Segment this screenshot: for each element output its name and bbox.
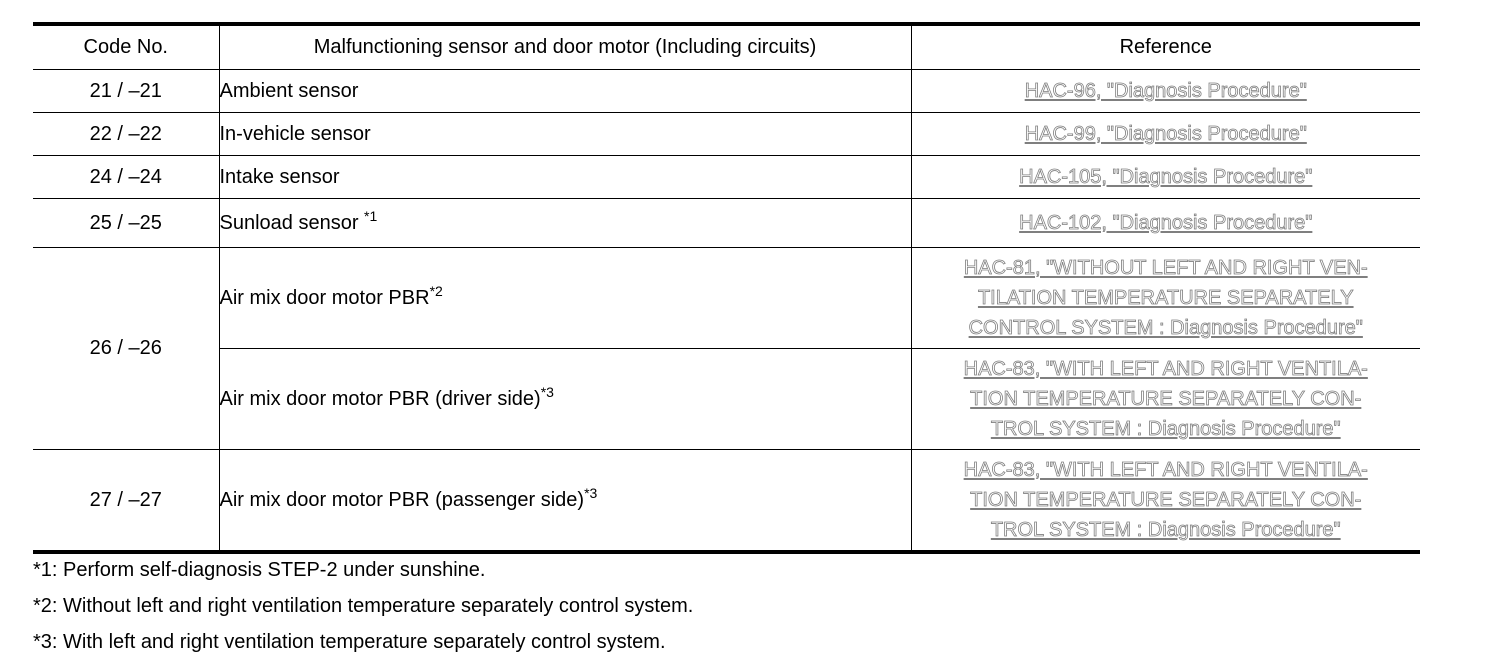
footnote-2: *2: Without left and right ventilation temperature separately control system. xyxy=(33,595,694,617)
code-cell: 21 / –21 xyxy=(33,70,219,113)
code-cell: 25 / –25 xyxy=(33,199,219,248)
description-text: Air mix door motor PBR (driver side) xyxy=(219,387,541,410)
reference-link-line[interactable]: TROL SYSTEM : Diagnosis Procedure" xyxy=(990,418,1341,440)
footnote-1: *1: Perform self-diagnosis STEP-2 under sunshine. xyxy=(33,559,486,581)
reference-cell xyxy=(911,113,1420,156)
footnote-marker: *3 xyxy=(584,484,598,501)
reference-link-line[interactable]: TILATION TEMPERATURE SEPARATELY xyxy=(977,287,1354,309)
reference-link-line[interactable]: TION TEMPERATURE SEPARATELY CON- xyxy=(970,489,1362,511)
description-cell xyxy=(219,70,911,113)
footnote-marker: *3 xyxy=(540,383,554,400)
header-description: Malfunctioning sensor and door motor (Including circuits) xyxy=(219,24,911,70)
description-text: Ambient sensor xyxy=(219,79,359,102)
description-text: In-vehicle sensor xyxy=(219,122,371,145)
table-row xyxy=(33,199,1420,248)
table-row xyxy=(33,248,1420,349)
header-reference: Reference xyxy=(911,24,1420,70)
table-row xyxy=(33,349,1420,450)
reference-link-line[interactable]: TION TEMPERATURE SEPARATELY CON- xyxy=(970,388,1362,410)
description-cell xyxy=(219,199,911,248)
reference-cell xyxy=(911,450,1420,553)
description-cell xyxy=(219,349,911,450)
reference-link-line[interactable]: HAC-83, "WITH LEFT AND RIGHT VENTILA- xyxy=(963,358,1368,380)
description-text: Air mix door motor PBR (passenger side) xyxy=(219,488,585,511)
header-code: Code No. xyxy=(33,24,219,70)
reference-link-line[interactable]: CONTROL SYSTEM : Diagnosis Procedure" xyxy=(968,317,1363,339)
description-text: Sunload sensor xyxy=(219,211,365,234)
reference-link-line[interactable]: HAC-81, "WITHOUT LEFT AND RIGHT VEN- xyxy=(963,257,1368,279)
code-cell: 22 / –22 xyxy=(33,113,219,156)
reference-link-line[interactable]: HAC-83, "WITH LEFT AND RIGHT VENTILA- xyxy=(963,459,1368,481)
reference-link-line[interactable]: TROL SYSTEM : Diagnosis Procedure" xyxy=(990,519,1341,541)
description-cell xyxy=(219,248,911,349)
description-cell xyxy=(219,113,911,156)
table-row xyxy=(33,450,1420,553)
code-cell: 26 / –26 xyxy=(33,248,219,450)
footnote-marker: *1 xyxy=(364,207,378,224)
table-row xyxy=(33,156,1420,199)
table-row xyxy=(33,70,1420,113)
description-cell xyxy=(219,156,911,199)
table-row xyxy=(33,113,1420,156)
diagnosis-table xyxy=(33,22,1420,554)
reference-cell xyxy=(911,156,1420,199)
reference-cell xyxy=(911,199,1420,248)
reference-cell xyxy=(911,349,1420,450)
reference-link[interactable]: HAC-105, "Diagnosis Procedure" xyxy=(1019,166,1313,188)
footnote-3: *3: With left and right ventilation temperature separately control system. xyxy=(33,631,666,653)
reference-link[interactable]: HAC-96, "Diagnosis Procedure" xyxy=(1024,80,1307,102)
code-cell: 24 / –24 xyxy=(33,156,219,199)
description-cell xyxy=(219,450,911,553)
description-text: Intake sensor xyxy=(219,165,340,188)
description-text: Air mix door motor PBR xyxy=(219,286,430,309)
footnotes xyxy=(33,558,693,666)
reference-cell xyxy=(911,70,1420,113)
reference-cell xyxy=(911,248,1420,349)
reference-link[interactable]: HAC-102, "Diagnosis Procedure" xyxy=(1019,212,1313,234)
table-header-row xyxy=(33,24,1420,70)
reference-link[interactable]: HAC-99, "Diagnosis Procedure" xyxy=(1024,123,1307,145)
footnote-marker: *2 xyxy=(429,282,443,299)
code-cell: 27 / –27 xyxy=(33,450,219,553)
